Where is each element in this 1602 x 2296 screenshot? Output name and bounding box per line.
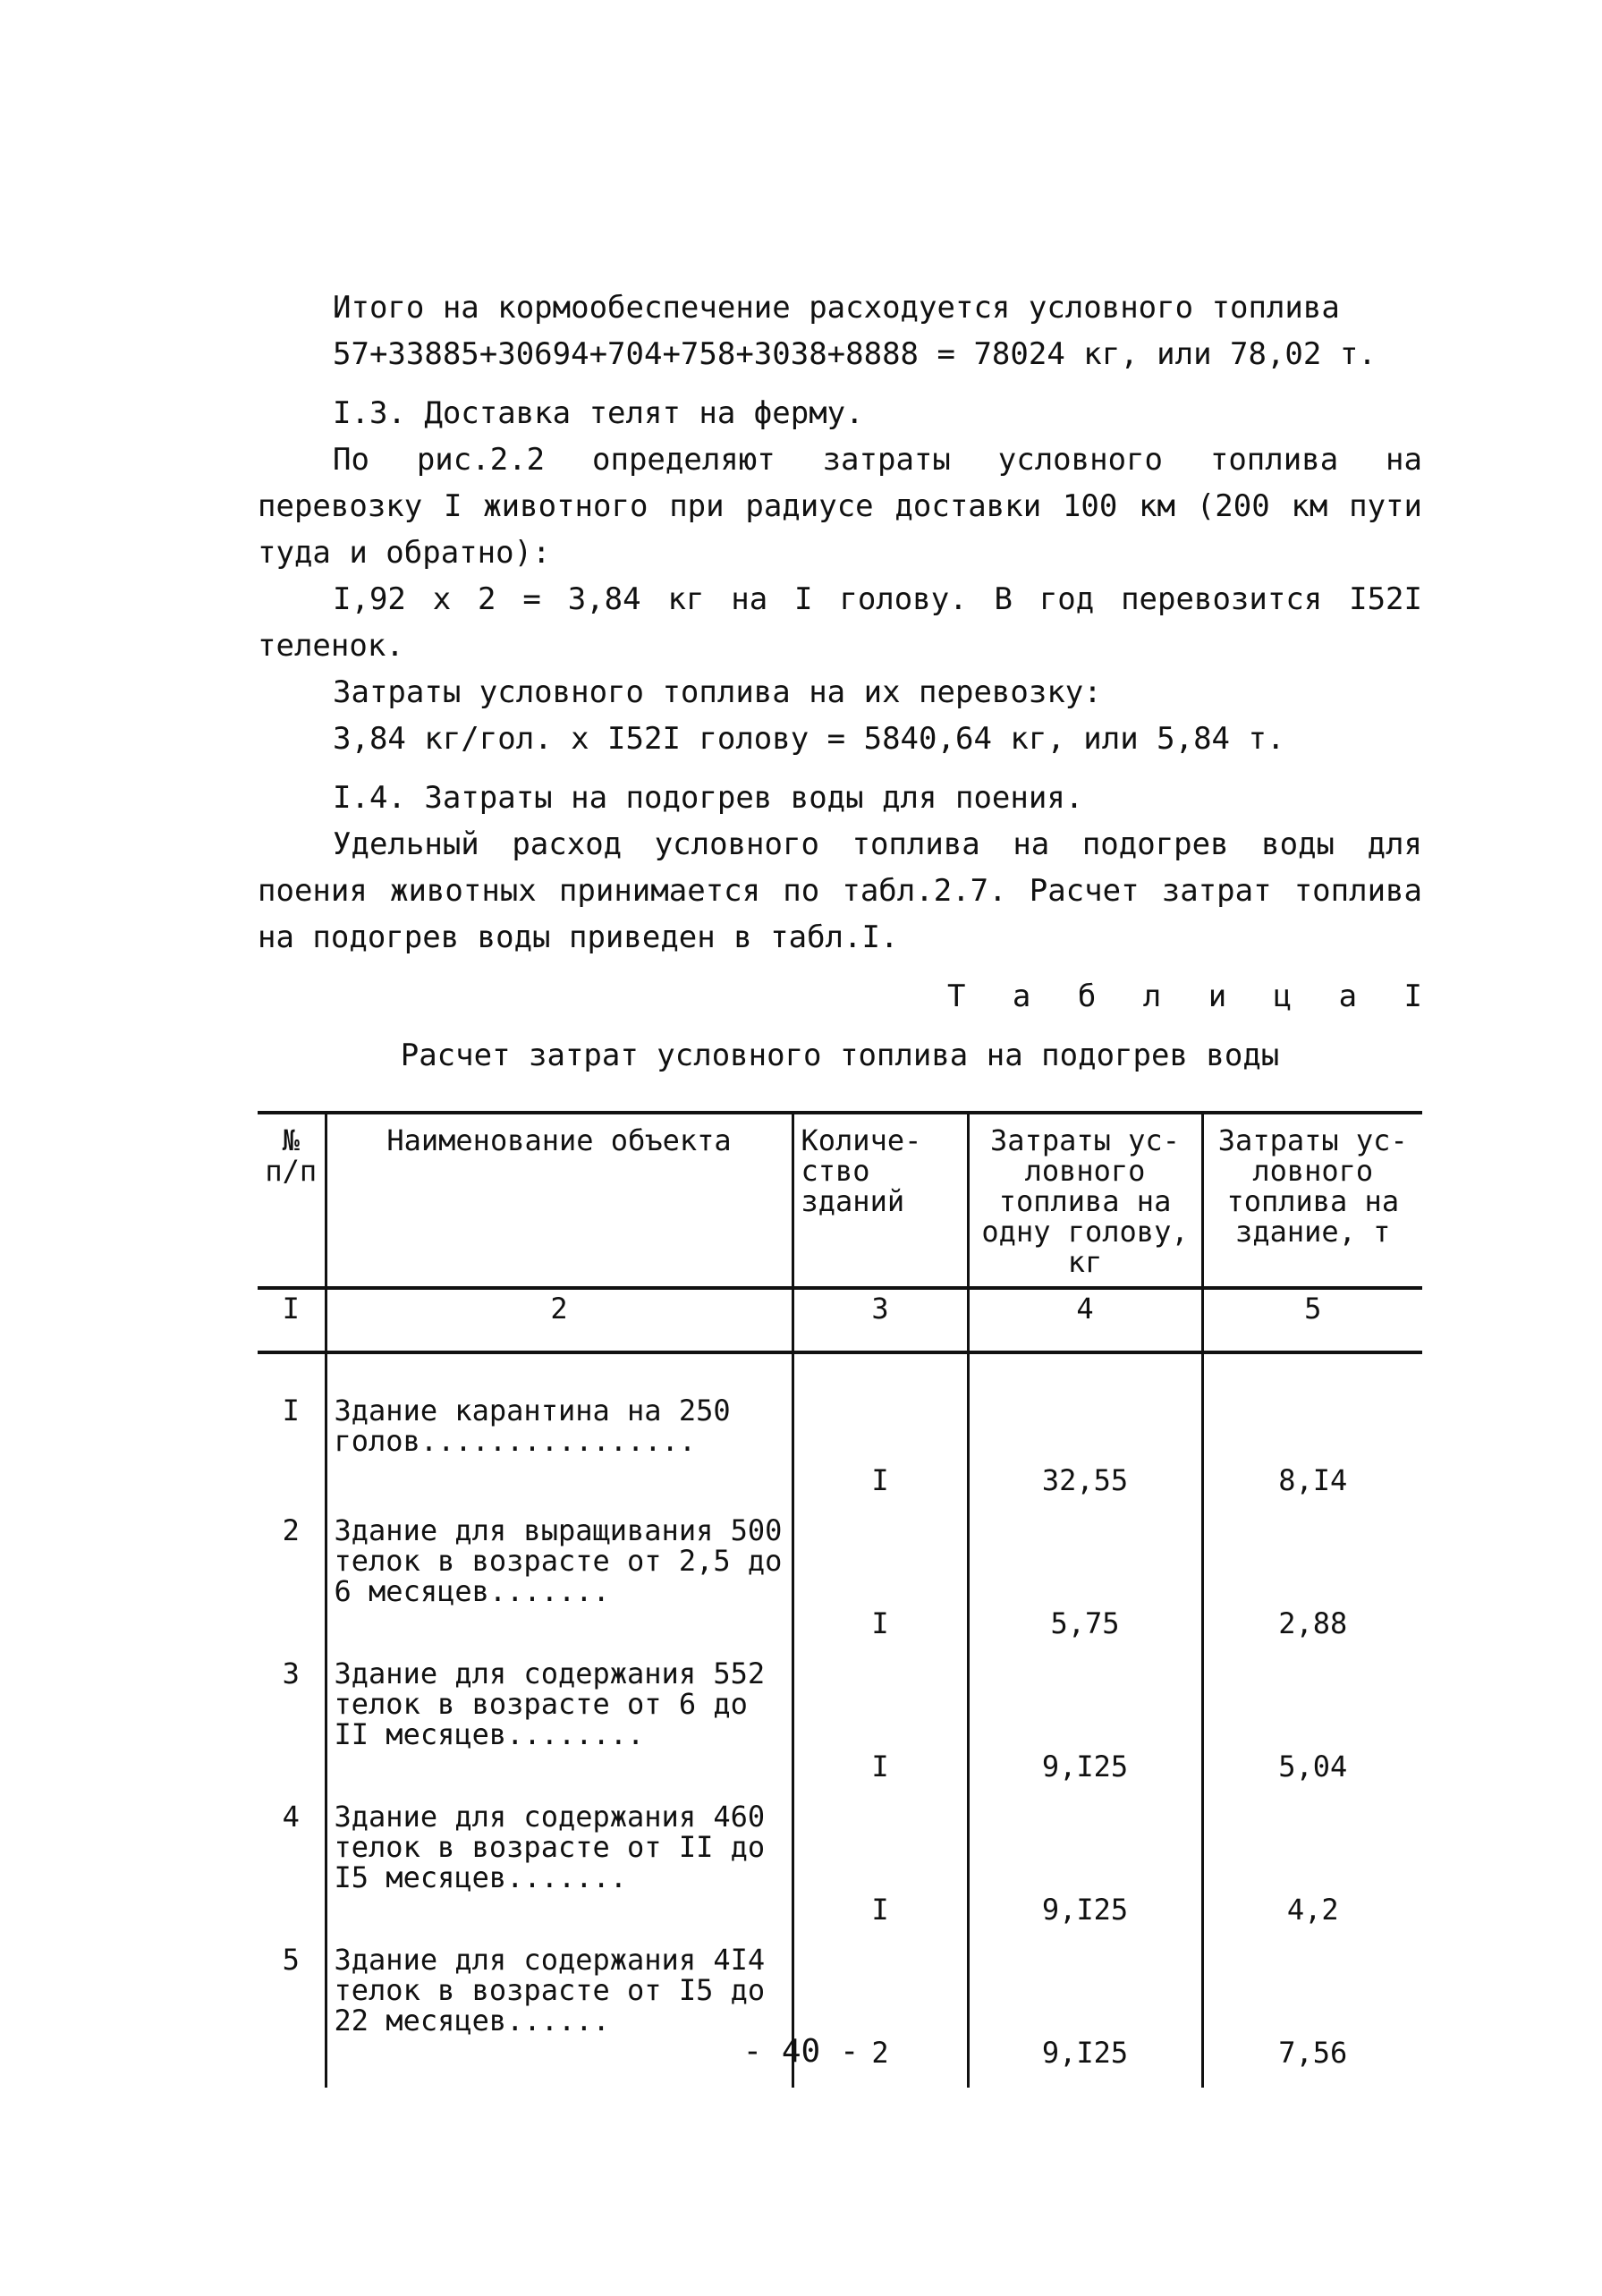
header-fuel-per-head: Затраты ус- ловного топлива на одну голову, кг bbox=[968, 1113, 1202, 1288]
header-fuel-per-building: Затраты ус- ловного топлива на здание, т bbox=[1202, 1113, 1422, 1288]
column-number-1: I bbox=[258, 1288, 326, 1352]
header-number: № п/п bbox=[258, 1113, 326, 1288]
row-fuel-per-head: 9,I25 bbox=[968, 1944, 1202, 2088]
fuel-cost-table bbox=[258, 1111, 1422, 2088]
column-number-5: 5 bbox=[1202, 1288, 1422, 1352]
table-row bbox=[258, 1352, 1422, 1515]
column-number-4: 4 bbox=[968, 1288, 1202, 1352]
paragraph-transport-cost-formula: 3,84 кг/гол. х I52I голову = 5840,64 кг, или 5,84 т. bbox=[333, 721, 1285, 757]
paragraph-water-heating: Удельный расход условного топлива на подогрев воды для поения животных принимается по табл.2.7. Расчет затрат топлива на подогрев воды приведен в табл.I. bbox=[258, 826, 1422, 955]
row-building-count: I bbox=[793, 1515, 968, 1658]
row-fuel-per-head: 9,I25 bbox=[968, 1801, 1202, 1944]
row-fuel-per-building: 4,2 bbox=[1202, 1801, 1422, 1944]
paragraph-transport: По рис.2.2 определяют затраты условного топлива на перевозку I животного при радиусе доставки 100 км (200 км пути туда и обратно): bbox=[258, 442, 1422, 571]
paragraph-transport-calc: I,92 х 2 = 3,84 кг на I голову. В год перевозится I52I теленок. bbox=[258, 581, 1422, 664]
row-object-name: Здание для содержания 552 телок в возрасте от 6 до II месяцев........ bbox=[326, 1658, 793, 1801]
header-object-name: Наименование объекта bbox=[326, 1113, 793, 1288]
table-label: Т а б л и ц а I bbox=[946, 979, 1437, 1014]
section-1-3-heading: I.3. Доставка телят на ферму. bbox=[333, 395, 864, 431]
row-fuel-per-building: 2,88 bbox=[1202, 1515, 1422, 1658]
paragraph-total-formula: 57+33885+30694+704+758+3038+8888 = 78024 кг, или 78,02 т. bbox=[333, 336, 1377, 372]
table-row bbox=[258, 1658, 1422, 1801]
row-number: 5 bbox=[282, 1943, 300, 1977]
row-fuel-per-head: 32,55 bbox=[968, 1352, 1202, 1515]
row-fuel-per-building: 8,I4 bbox=[1202, 1352, 1422, 1515]
row-number: 4 bbox=[282, 1800, 300, 1834]
row-building-count: I bbox=[793, 1658, 968, 1801]
header-building-count: Количе- ство зданий bbox=[793, 1113, 968, 1288]
paragraph-total-heading: Итого на кормообеспечение расходуется условного топлива bbox=[333, 290, 1340, 326]
body-text bbox=[258, 284, 1437, 1079]
row-fuel-per-building: 5,04 bbox=[1202, 1658, 1422, 1801]
table-row bbox=[258, 1515, 1422, 1658]
table-column-numbers-row bbox=[258, 1288, 1422, 1352]
column-number-2: 2 bbox=[326, 1288, 793, 1352]
column-number-3: 3 bbox=[793, 1288, 968, 1352]
row-number: 3 bbox=[282, 1656, 300, 1690]
row-fuel-per-head: 9,I25 bbox=[968, 1658, 1202, 1801]
row-building-count: 2 bbox=[793, 1944, 968, 2088]
row-building-count: I bbox=[793, 1352, 968, 1515]
row-building-count: I bbox=[793, 1801, 968, 1944]
table-header-row bbox=[258, 1113, 1422, 1288]
row-object-name: Здание для выращивания 500 телок в возрасте от 2,5 до 6 месяцев....... bbox=[326, 1515, 793, 1658]
page-number: - 40 - bbox=[742, 2033, 860, 2070]
row-number: I bbox=[282, 1394, 300, 1428]
table-title: Расчет затрат условного топлива на подогрев воды bbox=[400, 1038, 1280, 1073]
table-row bbox=[258, 1801, 1422, 1944]
row-object-name: Здание для содержания 4I4 телок в возрасте от I5 до 22 месяцев...... bbox=[326, 1944, 793, 2088]
row-fuel-per-head: 5,75 bbox=[968, 1515, 1202, 1658]
row-number: 2 bbox=[282, 1513, 300, 1547]
row-object-name: Здание для содержания 460 телок в возрасте от II до I5 месяцев....... bbox=[326, 1801, 793, 1944]
section-1-4-heading: I.4. Затраты на подогрев воды для поения. bbox=[333, 780, 1084, 816]
row-fuel-per-building: 7,56 bbox=[1202, 1944, 1422, 2088]
row-object-name: Здание карантина на 250 голов................ bbox=[326, 1352, 793, 1515]
paragraph-transport-cost-label: Затраты условного топлива на их перевозку: bbox=[333, 674, 1102, 710]
